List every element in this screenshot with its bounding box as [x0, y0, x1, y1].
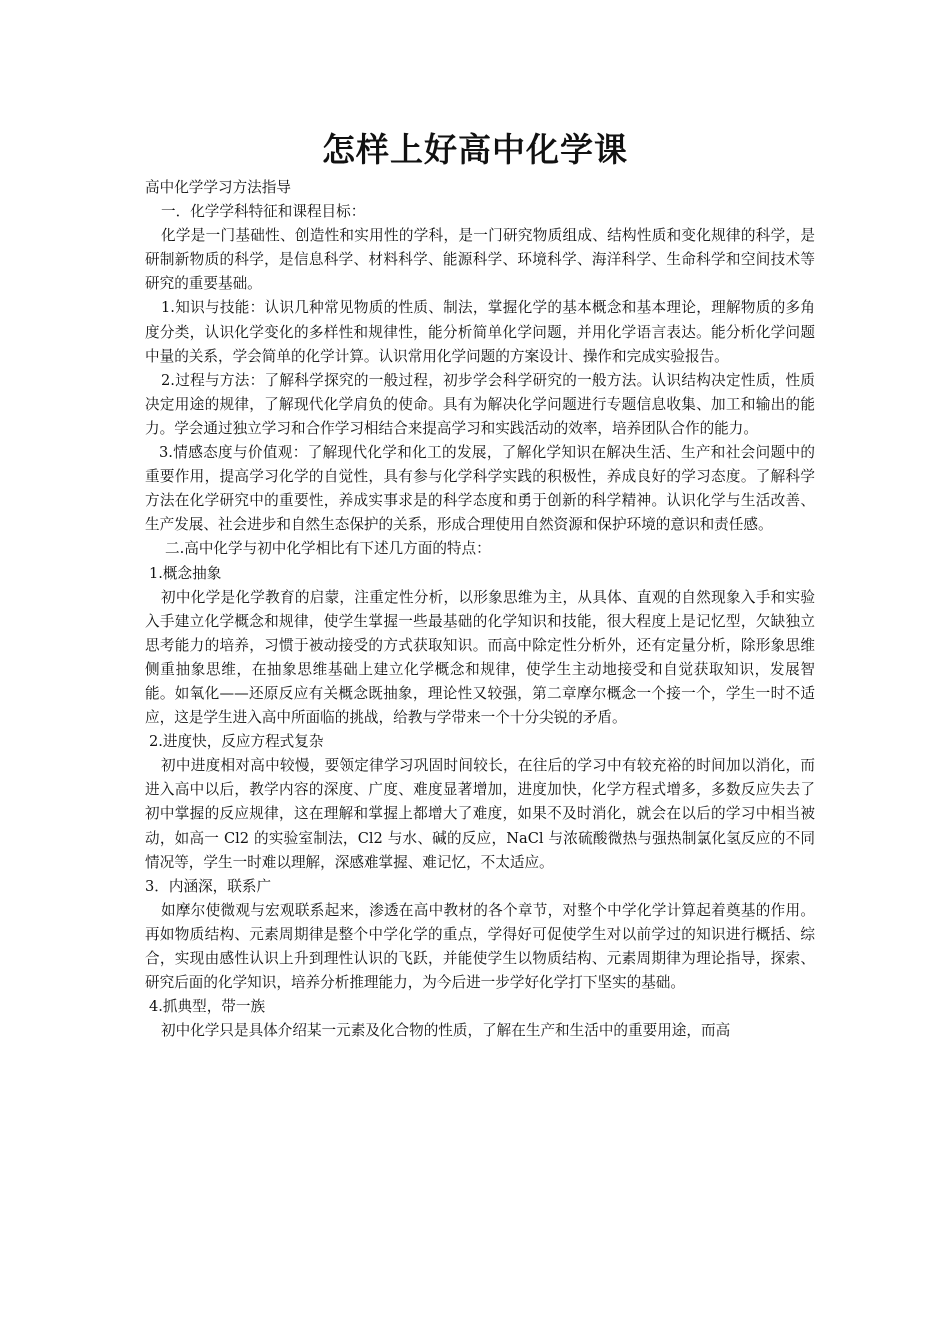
paragraph-goal-1: 1.知识与技能：认识几种常见物质的性质、制法，掌握化学的基本概念和基本理论，理解物质的多角度分类，认识化学变化的多样性和规律性，能分析简单化学问题，并用化学语言表达。能分析化学问题中量的关系，学会简单的化学计算。认识常用化学问题的方案设计、操作和完成实验报告。: [145, 299, 815, 365]
paragraph-point-1-heading: 1.概念抽象: [149, 564, 222, 582]
paragraph-goal-3: 3.情感态度与价值观：了解现代化学和化工的发展，了解化学知识在解决生活、生产和社会问题中的重要作用，提高学习化学的自觉性，具有参与化学科学实践的积极性，养成良好的学习态度。了解科学方法在化学研究中的重要性，养成实事求是的科学态度和勇于创新的科学精神。认识化学与生活改善、生产发展、社会进步和自然生态保护的关系，形成合理使用自然资源和保护环境的意识和责任感。: [145, 444, 815, 534]
paragraph-point-3-body: 如摩尔使微观与宏观联系起来，渗透在高中教材的各个章节，对整个中学化学计算起着奠基的作用。再如物质结构、元素周期律是整个中学化学的重点，学得好可促使学生对以前学过的知识进行概括、综合，实现由感性认识上升到理性认识的飞跃，并能使学生以物质结构、元素周期律为理论指导，探索、研究后面的化学知识，培养分析推理能力，为今后进一步学好化学打下坚实的基础。: [145, 901, 815, 992]
paragraph-subtitle: 高中化学学习方法指导: [145, 179, 291, 196]
document-title: 怎样上好高中化学课: [322, 130, 628, 169]
paragraph-section-2-heading: 二.高中化学与初中化学相比有下述几方面的特点：: [165, 540, 491, 558]
document-body: [145, 176, 815, 1043]
paragraph-point-1-body: 初中化学是化学教育的启蒙，注重定性分析，以形象思维为主，从具体、直观的自然现象入手和实验入手建立化学概念和规律，使学生掌握一些最基础的化学知识和技能，很大程度上是记忆型，欠缺独立思考能力的培养，习惯于被动接受的方式获取知识。而高中除定性分析外，还有定量分析，除形象思维侧重抽象思维，在抽象思维基础上建立化学概念和规律，使学生主动地接受和自觉获取知识，发展智能。如氧化——还原反应有关概念既抽象，理论性又较强，第二章摩尔概念一个接一个，学生一时不适应，这是学生进入高中所面临的挑战，给教与学带来一个十分尖锐的矛盾。: [145, 588, 815, 727]
paragraph-point-3-heading: 3．内涵深，联系广: [145, 877, 272, 895]
paragraph-point-4-body: 初中化学只是具体介绍某一元素及化合物的性质，了解在生产和生活中的重要用途，而高: [161, 1022, 731, 1040]
paragraph-goal-2: 2.过程与方法：了解科学探究的一般过程，初步学会科学研究的一般方法。认识结构决定性质，性质决定用途的规律，了解现代化学肩负的使命。具有为解决化学问题进行专题信息收集、加工和输出的能力。学会通过独立学习和合作学习相结合来提高学习和实践活动的效率，培养团队合作的能力。: [145, 371, 815, 437]
paragraph-point-4-heading: 4.抓典型，带一族: [149, 998, 266, 1016]
paragraph-section-1-intro: 化学是一门基础性、创造性和实用性的学科，是一门研究物质组成、结构性质和变化规律的科学，是研制新物质的科学，是信息科学、材料科学、能源科学、环境科学、海洋科学、生命科学和空间技术等研究的重要基础。: [145, 227, 815, 293]
paragraph-point-2-heading: 2.进度快，反应方程式复杂: [149, 733, 324, 751]
paragraph-section-1-heading: 一．化学学科特征和课程目标：: [161, 203, 366, 221]
paragraph-point-2-body: 初中进度相对高中较慢，要领定律学习巩固时间较长，在往后的学习中有较充裕的时间加以消化，而进入高中以后，教学内容的深度、广度、难度显著增加，进度加快，化学方程式增多，多数反应失去了初中掌握的反应规律，这在理解和掌握上都增大了难度，如果不及时消化，就会在以后的学习中相当被动，如高一 Cl2 的实验室制法，Cl2 与水、碱的反应，NaCl 与浓硫酸微热与强热制氯化氢反应的不同情况等，学生一时难以理解，深感难掌握、难记忆，不太适应。: [145, 757, 815, 871]
